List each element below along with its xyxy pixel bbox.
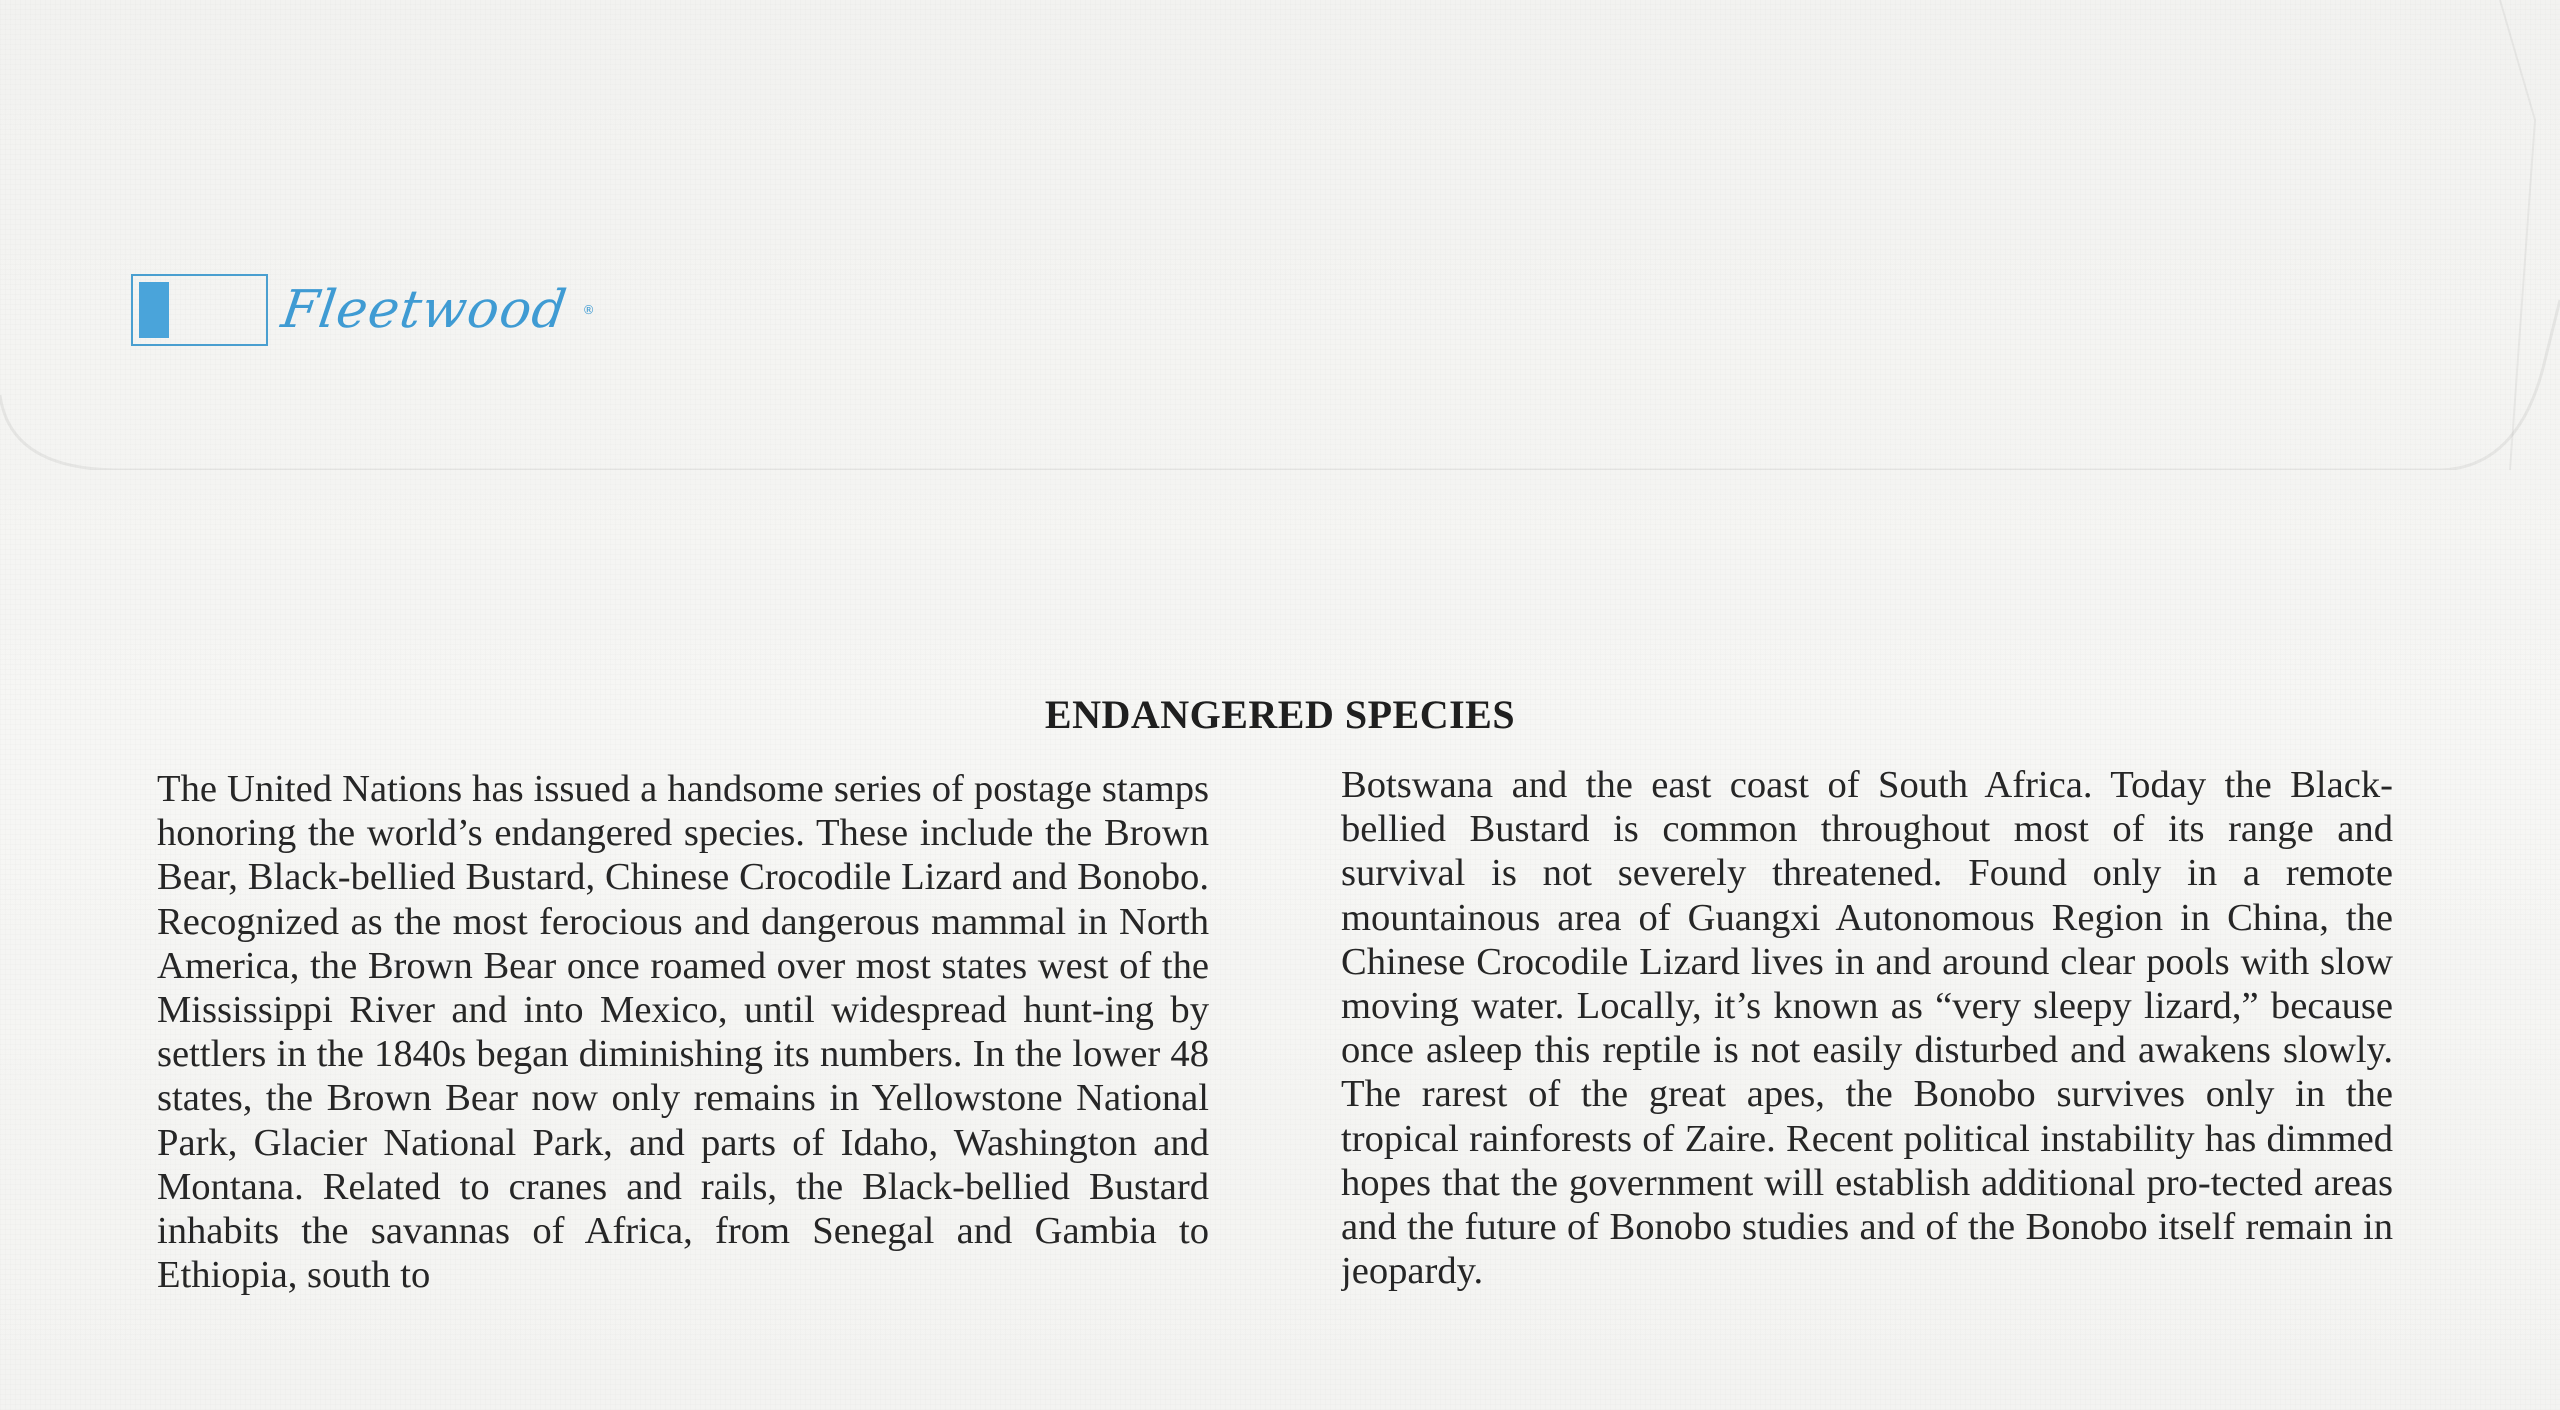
logo-bar-icon bbox=[139, 282, 169, 338]
logo-box-icon bbox=[131, 274, 268, 346]
registered-mark: ® bbox=[582, 303, 595, 317]
logo-wordmark: Fleetwood bbox=[277, 280, 571, 340]
fleetwood-logo bbox=[131, 274, 595, 346]
text-column-left: The United Nations has issued a handsome series of postage stamps honoring the world’s endangered species. These include the Brown Bear, Black-bellied Bustard, Chinese Crocodile Lizard and Bonobo. Recognized as the most ferocious and dangerous mammal in North America, the Brown Bear once roamed over most states west of the Mississippi River and into Mexico, until widespread hunt-ing by settlers in the 1840s began diminishing its numbers. In the lower 48 states, the Brown Bear now only remains in Yellowstone National Park, Glacier National Park, and parts of Idaho, Washington and Montana. Related to cranes and rails, the Black-bellied Bustard inhabits the savannas of Africa, from Senegal and Gambia to Ethiopia, south to bbox=[157, 768, 1209, 1297]
document-title: ENDANGERED SPECIES bbox=[1044, 692, 1516, 737]
text-column-right: Botswana and the east coast of South Africa. Today the Black-bellied Bustard is common throughout most of its range and survival is not severely threatened. Found only in a remote mountainous area of Guangxi Autonomous Region in China, the Chinese Crocodile Lizard lives in and around clear pools with slow moving water. Locally, it’s known as “very sleepy lizard,” because once asleep this reptile is not easily disturbed and awakens slowly. The rarest of the great apes, the Bonobo survives only in the tropical rainforests of Zaire. Recent political instability has dimmed hopes that the government will establish additional pro-tected areas and the future of Bonobo studies and of the Bonobo itself remain in jeopardy. bbox=[1341, 764, 2393, 1293]
envelope-flap-outline bbox=[0, 0, 2560, 470]
